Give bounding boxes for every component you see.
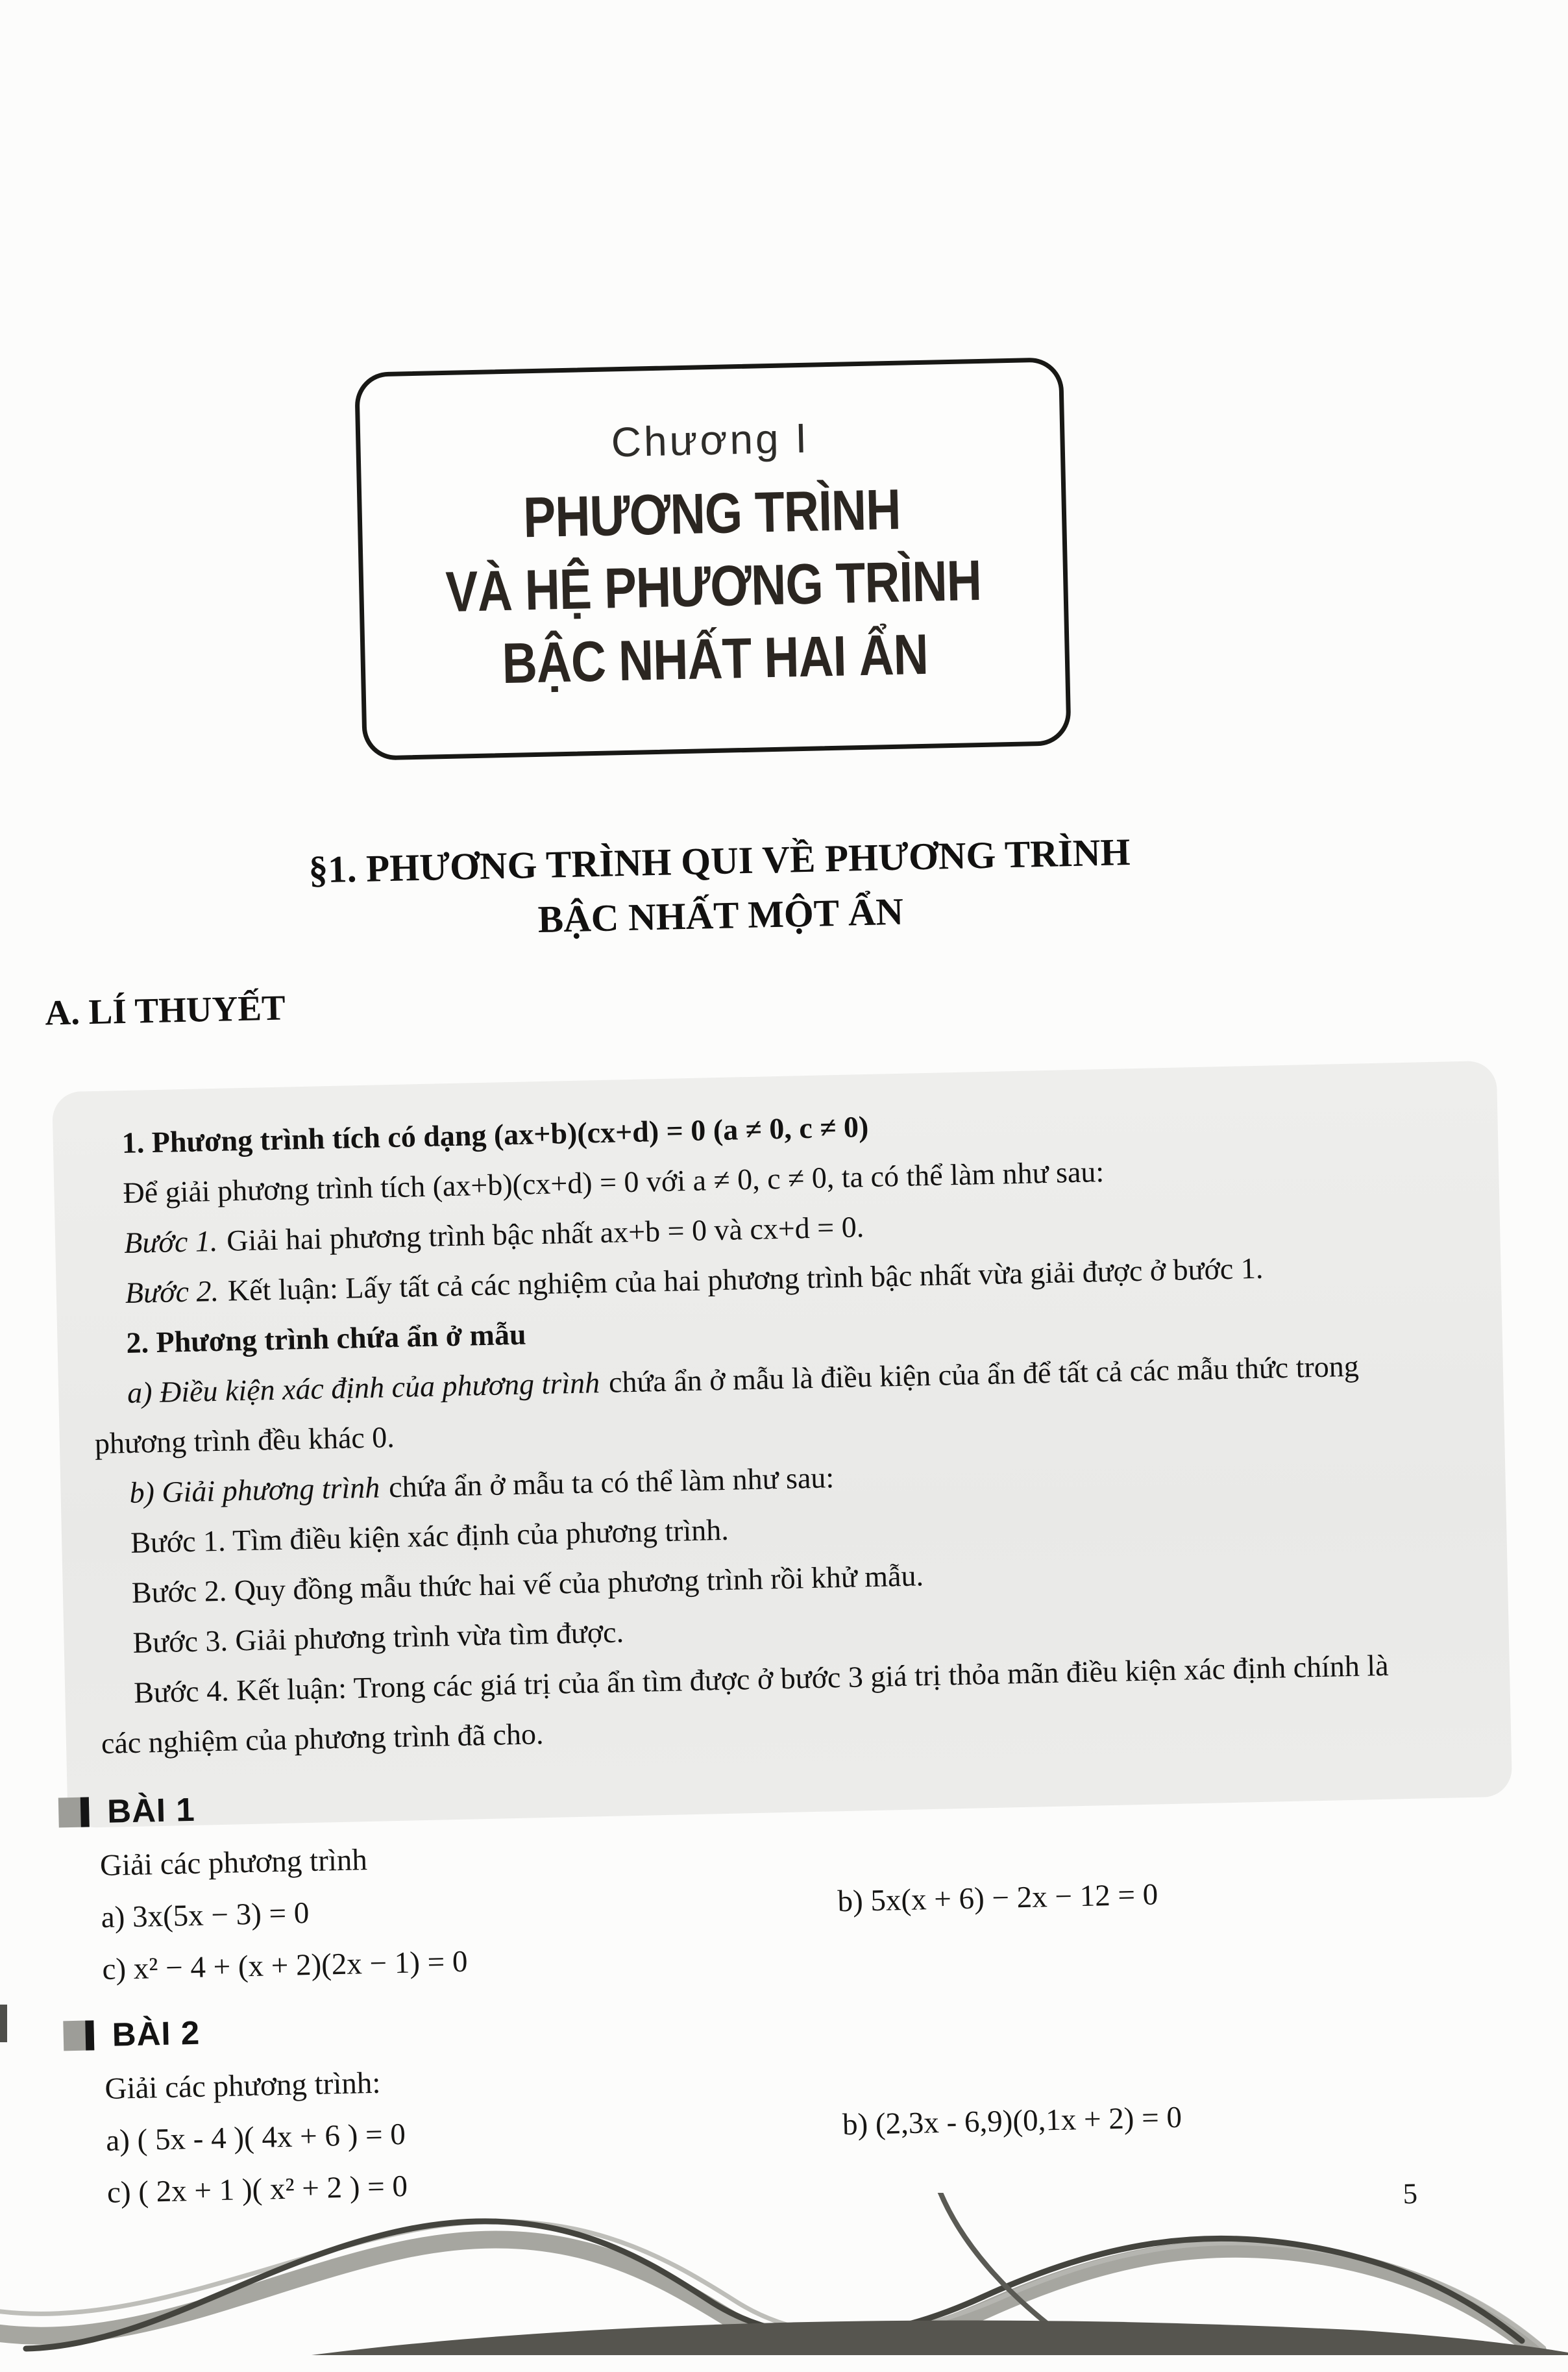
step1-label: Bước 1. xyxy=(123,1224,218,1260)
square-bullet-icon xyxy=(63,2020,94,2051)
bai-2-item-a: a) ( 5x - 4 )( 4x + 6 ) = 0 xyxy=(105,2117,406,2158)
item2-a-text: chứa ẩn ở mẫu là điều kiện của ẩn để tất cả các mẫu thức trong phương trình đều khác 0. xyxy=(94,1349,1360,1461)
section-heading-line2: BẬC NHẤT MỘT ẨN xyxy=(537,889,904,941)
step2-label: Bước 2. xyxy=(125,1274,219,1309)
bai-1-title: BÀI 1 xyxy=(106,1790,196,1830)
chapter-title xyxy=(361,469,1066,702)
section-heading xyxy=(0,817,1448,958)
bai-2-intro: Giải các phương trình: xyxy=(104,2066,381,2106)
theory-item2-step3: Bước 3. Giải phương trình vừa tìm được. xyxy=(132,1615,624,1659)
chapter-title-line1: PHƯƠNG TRÌNH xyxy=(522,476,901,550)
bai-2-item-b: b) (2,3x - 6,9)(0,1x + 2) = 0 xyxy=(842,2100,1182,2142)
bai-1-item-a: a) 3x(5x − 3) = 0 xyxy=(101,1896,310,1935)
bai-2-title: BÀI 2 xyxy=(112,2014,201,2053)
bai-1-intro: Giải các phương trình xyxy=(99,1843,368,1883)
step2-text: Kết luận: Lấy tất cả các nghiệm của hai phương trình bậc nhất vừa giải được ở bước 1. xyxy=(227,1251,1264,1307)
theory-box xyxy=(52,1061,1512,1828)
chapter-title-box xyxy=(354,357,1072,761)
item2-b-text: chứa ẩn ở mẫu ta có thể làm như sau: xyxy=(388,1461,835,1504)
theory-item2-step2: Bước 2. Quy đồng mẫu thức hai vế của phương trình rồi khử mẫu. xyxy=(131,1559,924,1609)
exercise-bai-1 xyxy=(58,1761,1542,1997)
item2-a-label: a) Điều kiện xác định của phương trình xyxy=(127,1366,600,1409)
bai-1-item-b: b) 5x(x + 6) − 2x − 12 = 0 xyxy=(837,1877,1158,1919)
bottom-band xyxy=(312,2320,1568,2355)
theory-item1-intro: Để giải phương trình tích (ax+b)(cx+d) = 0 với a ≠ 0, c ≠ 0, ta có thể làm như sau: xyxy=(122,1155,1105,1210)
square-bullet-icon xyxy=(58,1797,90,1827)
page-number: 5 xyxy=(1403,2177,1418,2210)
chapter-kicker: Chương I xyxy=(610,414,810,466)
bai-1-body xyxy=(99,1809,1542,1995)
item2-b-label: b) Giải phương trình xyxy=(129,1470,380,1509)
chapter-title-line2: VÀ HỆ PHƯƠNG TRÌNH xyxy=(445,547,982,624)
step1-text: Giải hai phương trình bậc nhất ax+b = 0 và cx+d = 0. xyxy=(226,1210,864,1257)
section-heading-line1: §1. PHƯƠNG TRÌNH QUI VỀ PHƯƠNG TRÌNH xyxy=(308,830,1131,891)
scan-edge-artifact xyxy=(0,2005,7,2042)
theory-section-label: A. LÍ THUYẾT xyxy=(44,987,286,1033)
bai-2-body xyxy=(104,2032,1547,2219)
theory-item1-heading: 1. Phương trình tích có dạng (ax+b)(cx+d) = 0 (a ≠ 0, c ≠ 0) xyxy=(121,1109,869,1160)
theory-item2-step4: Bước 4. Kết luận: Trong các giá trị của ẩn tìm được ở bước 3 giá trị thỏa mãn điều kiện xác định chính là các nghiệm của phương trình đã cho. xyxy=(101,1648,1390,1760)
exercise-bai-2 xyxy=(63,1984,1547,2220)
wave-decoration xyxy=(0,2193,1568,2355)
chapter-title-line3: BẬC NHẤT HAI ẨN xyxy=(501,621,929,696)
bai-2-item-c: c) ( 2x + 1 )( x² + 2 ) = 0 xyxy=(106,2169,408,2210)
bai-1-item-c: c) x² − 4 + (x + 2)(2x − 1) = 0 xyxy=(102,1944,469,1987)
theory-item2-step1: Bước 1. Tìm điều kiện xác định của phương trình. xyxy=(130,1513,729,1559)
theory-item2-heading: 2. Phương trình chứa ẩn ở mẫu xyxy=(125,1317,527,1359)
